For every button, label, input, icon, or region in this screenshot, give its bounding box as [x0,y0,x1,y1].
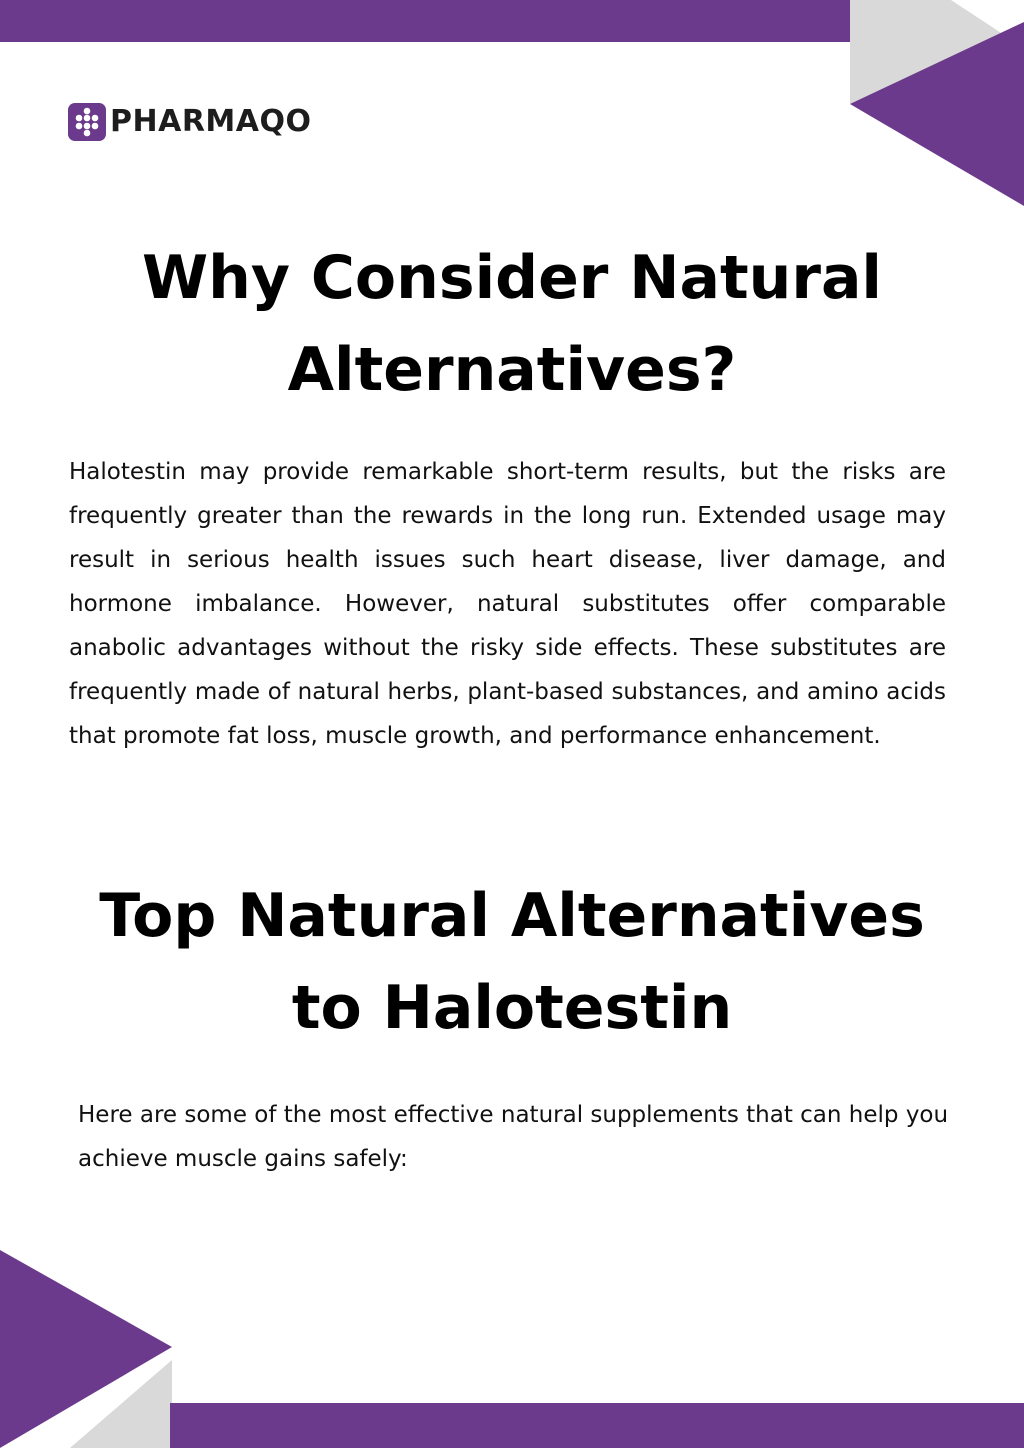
section-heading-why-natural: Why Consider Natural Alternatives? [141,243,882,405]
brand-name: PHARMAQO [110,104,312,139]
section-heading-top-alternatives: Top Natural Alternatives to Halotestin [99,881,925,1043]
top-right-triangle-decoration [850,0,1024,206]
section-intro-top-alternatives: Here are some of the most effective natural supplements that can help you achieve muscle gains safely: [78,1102,949,1172]
bottom-left-triangle-decoration [0,1250,172,1448]
brand-logo [68,101,312,143]
section-body-why-natural: Halotestin may provide remarkable short-term results, but the risks are frequently greater than the rewards in the long run. Extended usage may result in serious health issues such heart disease, liver damage, and hormone imbalance. However, natural substitutes offer comparable anabolic advantages without the risky side effects. These substitutes are frequently made of natural herbs, plant-based substances, and amino acids that promote fat loss, muscle growth, and performance enhancement. [69,459,946,749]
pharmaqo-logo-icon [68,103,106,141]
top-accent-bar [0,0,850,42]
bottom-accent-bar [170,1403,1024,1448]
